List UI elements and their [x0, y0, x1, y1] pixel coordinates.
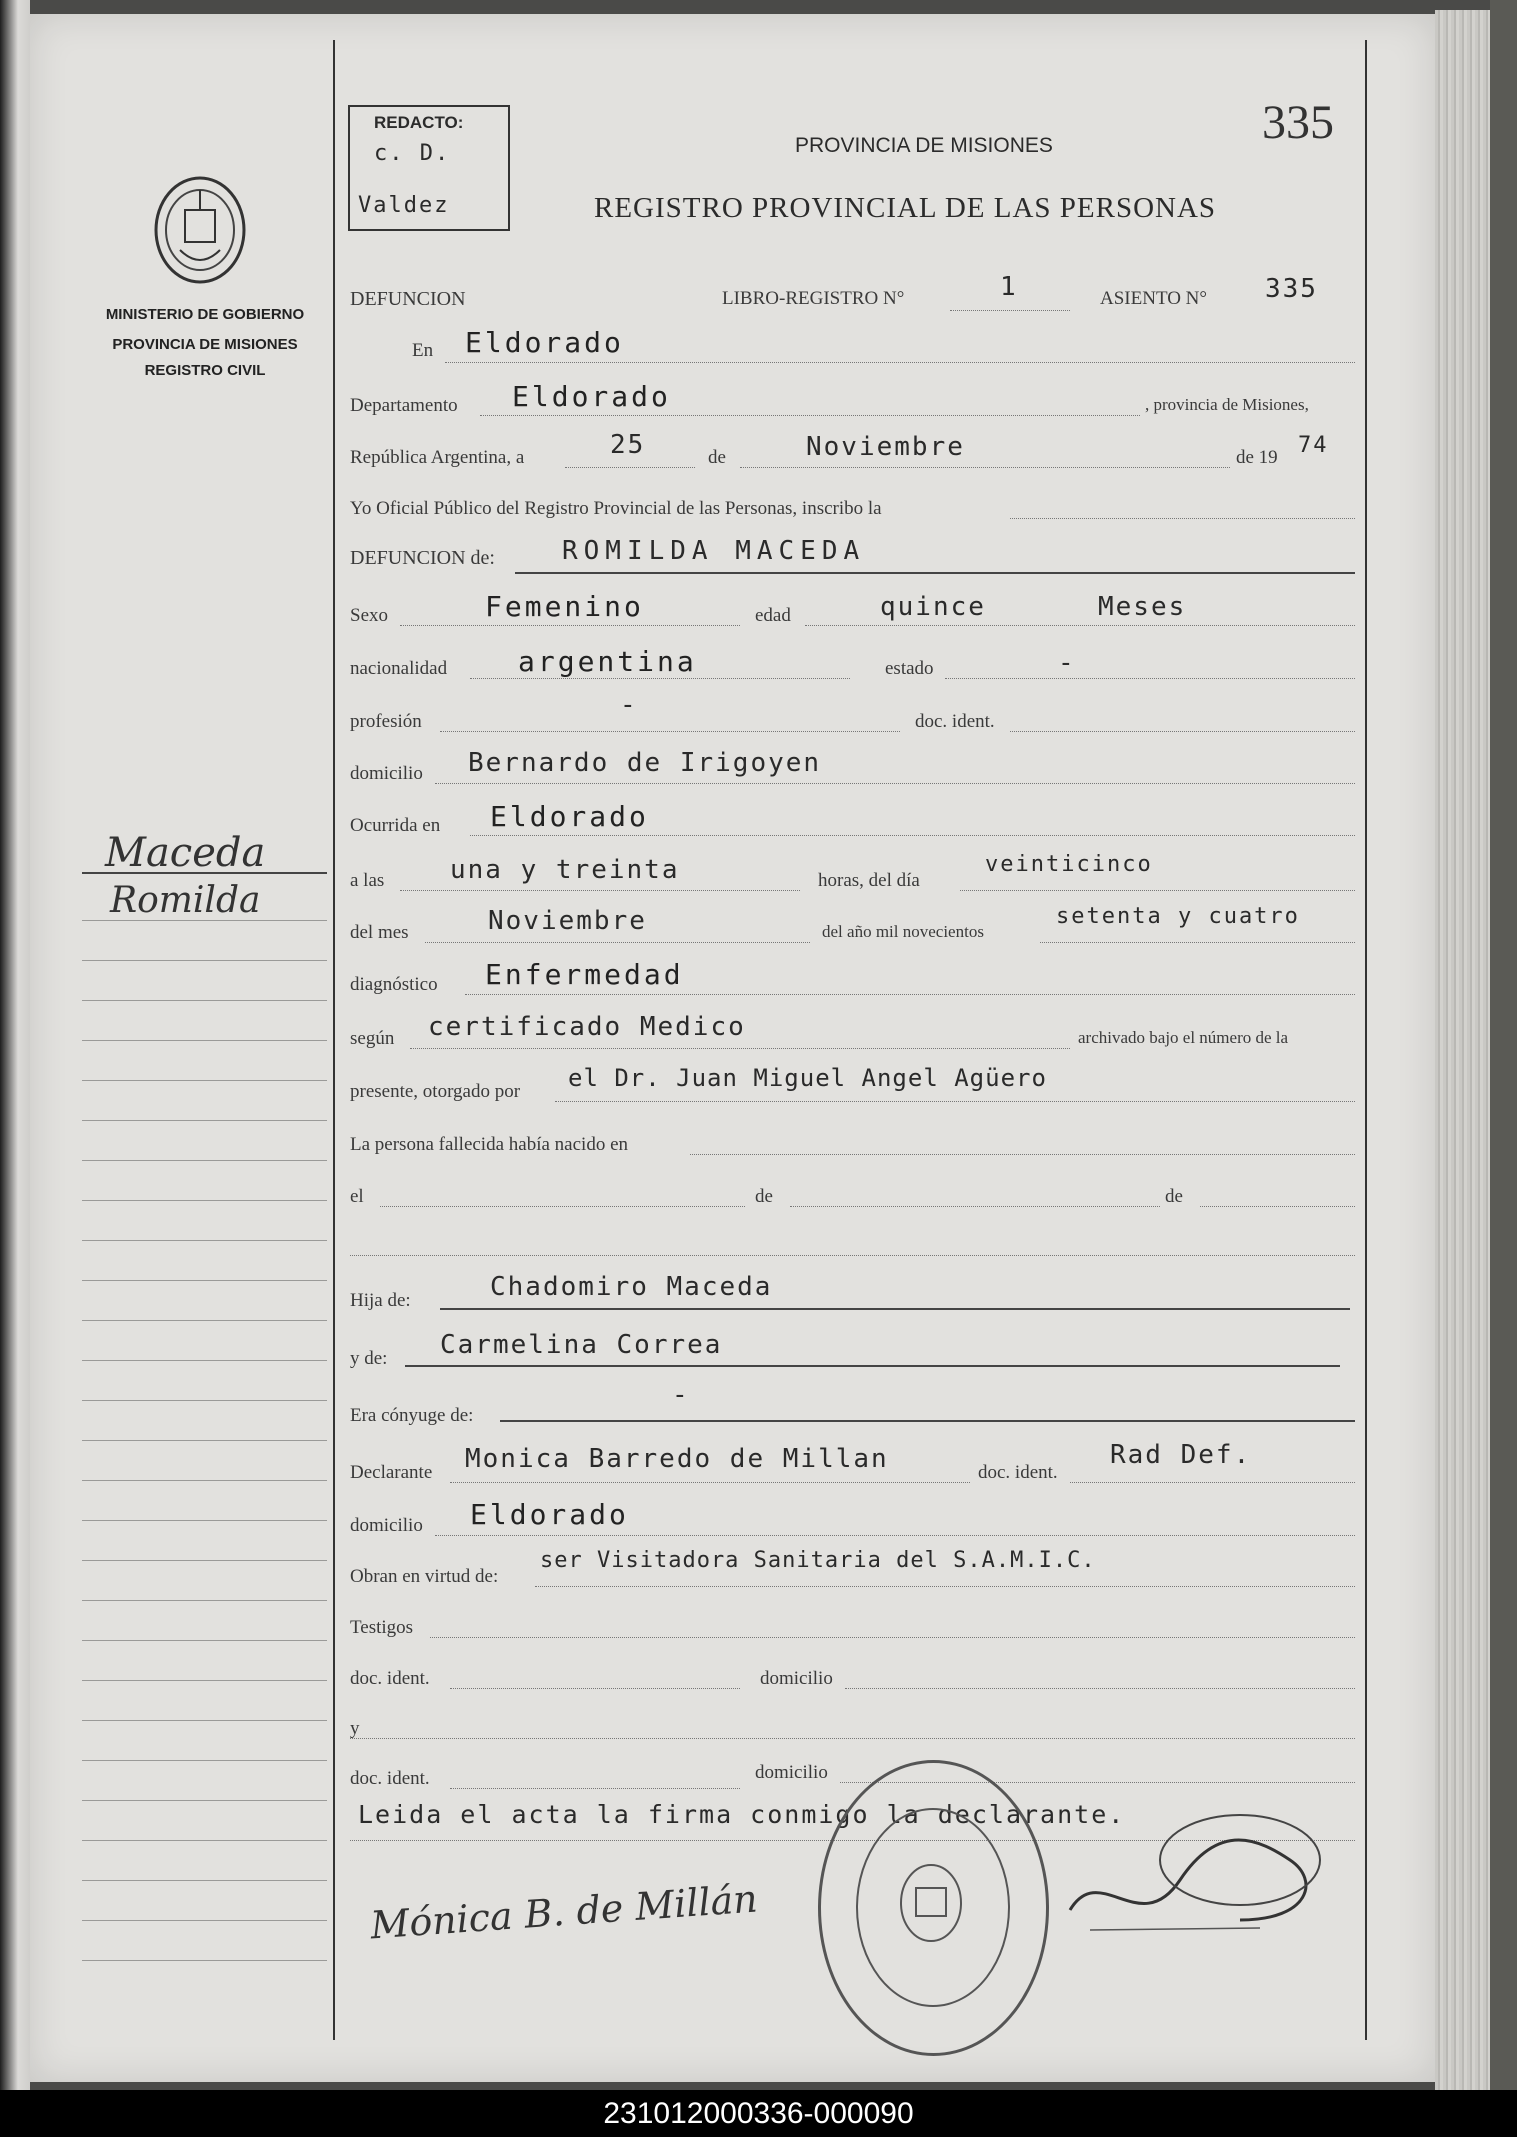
- a-las-line: [400, 890, 800, 891]
- doc-ident3-line: [450, 1788, 740, 1789]
- en-label: En: [412, 340, 434, 361]
- dia-line: [565, 467, 695, 468]
- blank-line: [350, 1255, 1355, 1256]
- del-mes-label: del mes: [350, 922, 409, 943]
- declarante-doc-label: doc. ident.: [978, 1462, 1058, 1483]
- segun-line: [410, 1048, 1070, 1049]
- defuncion-de-value: ROMILDA MACEDA: [562, 536, 866, 566]
- archivado-label: archivado bajo el número de la: [1078, 1028, 1289, 1047]
- yo-oficial-line: [1010, 518, 1355, 519]
- el-label: el: [350, 1186, 364, 1207]
- de3-line: [1200, 1206, 1355, 1207]
- departamento-label: Departamento: [350, 395, 458, 416]
- page-title: REGISTRO PROVINCIAL DE LAS PERSONAS: [594, 192, 1217, 224]
- declarante-doc-value: Rad Def.: [1110, 1440, 1252, 1470]
- nacionalidad-value: argentina: [518, 645, 697, 678]
- conyuge-value: -: [672, 1380, 690, 1410]
- y-de-value: Carmelina Correa: [440, 1330, 723, 1360]
- edad-line: [805, 625, 1355, 626]
- yo-oficial-label: Yo Oficial Público del Registro Provincial de las Personas, inscribo la: [350, 498, 882, 519]
- registro-civil-heading: REGISTRO CIVIL: [144, 362, 266, 379]
- margin-note-name: Romilda: [110, 880, 261, 921]
- hija-value: Chadomiro Maceda: [490, 1272, 773, 1302]
- defuncion-de-line: [515, 572, 1355, 574]
- profesion-label: profesión: [350, 711, 422, 732]
- archive-id-footer: 231012000336-000090: [0, 2090, 1517, 2137]
- en-value: Eldorado: [465, 326, 624, 359]
- presente-label: presente, otorgado por: [350, 1081, 521, 1102]
- domicilio3-label: domicilio: [760, 1668, 833, 1689]
- diagnostico-line: [465, 994, 1355, 995]
- a-las-value: una y treinta: [450, 855, 680, 885]
- ministerio-heading: MINISTERIO DE GOBIERNO: [105, 306, 305, 323]
- conyuge-label: Era cónyuge de:: [350, 1405, 474, 1426]
- asiento-value: 335: [1265, 274, 1318, 304]
- doc-ident3-label: doc. ident.: [350, 1768, 430, 1789]
- official-signature-icon: [1060, 1800, 1330, 1960]
- redacto-name: Valdez: [358, 193, 450, 218]
- departamento-value: Eldorado: [512, 380, 671, 413]
- ocurrida-line: [470, 835, 1355, 836]
- domicilio4-label: domicilio: [755, 1762, 828, 1783]
- horas-line: [960, 890, 1355, 891]
- ocurrida-label: Ocurrida en: [350, 815, 441, 836]
- closing-text: Leida el acta la firma conmigo la declarante.: [358, 1800, 1126, 1829]
- nacionalidad-label: nacionalidad: [350, 658, 448, 679]
- obran-label: Obran en virtud de:: [350, 1566, 499, 1587]
- ocurrida-value: Eldorado: [490, 800, 649, 833]
- de-mes-label: de: [708, 447, 726, 468]
- header-provincia: PROVINCIA DE MISIONES: [795, 134, 1053, 157]
- libro-line: [950, 310, 1070, 311]
- domicilio-line: [435, 783, 1355, 784]
- profesion-value: -: [620, 690, 638, 720]
- declarante-doc-line: [1070, 1482, 1355, 1483]
- republica-label: República Argentina, a: [350, 447, 525, 468]
- de2-line: [790, 1206, 1160, 1207]
- redacto-initials: c. D.: [374, 141, 451, 166]
- de2-label: de: [755, 1186, 773, 1207]
- a-las-label: a las: [350, 870, 385, 891]
- book-cover-edge: [1490, 0, 1517, 2090]
- del-anio-line: [1040, 942, 1355, 943]
- libro-value: 1: [1000, 272, 1018, 302]
- horas-value: veinticinco: [985, 852, 1153, 877]
- mes-value: Noviembre: [806, 432, 965, 462]
- book-left-edge: [0, 0, 30, 2090]
- domicilio2-value: Eldorado: [470, 1498, 629, 1531]
- edad-unit: Meses: [1098, 592, 1187, 622]
- doc-ident-line: [1010, 731, 1355, 732]
- libro-label: LIBRO-REGISTRO N°: [722, 288, 905, 309]
- redacto-label: REDACTO:: [374, 113, 464, 132]
- sexo-label: Sexo: [350, 605, 388, 626]
- sexo-line: [400, 625, 740, 626]
- domicilio2-line: [435, 1535, 1355, 1536]
- presente-line: [555, 1101, 1355, 1102]
- diagnostico-value: Enfermedad: [485, 958, 684, 991]
- official-seal: [818, 1760, 1049, 2056]
- doc-ident2-label: doc. ident.: [350, 1668, 430, 1689]
- estado-label: estado: [885, 658, 934, 679]
- del-anio-value: setenta y cuatro: [1056, 904, 1300, 929]
- obran-line: [535, 1586, 1355, 1587]
- provincia-heading: PROVINCIA DE MISIONES: [112, 336, 298, 353]
- diagnostico-label: diagnóstico: [350, 974, 438, 995]
- declarante-line: [450, 1482, 970, 1483]
- edad-value: quince: [880, 592, 986, 622]
- nacido-line: [690, 1154, 1355, 1155]
- horas-label: horas, del día: [818, 870, 920, 891]
- mes-line: [740, 467, 1230, 468]
- y-de-line: [405, 1365, 1340, 1367]
- nacionalidad-line: [470, 678, 850, 679]
- dia-value: 25: [610, 430, 646, 460]
- domicilio-value: Bernardo de Irigoyen: [468, 748, 822, 778]
- departamento-line: [480, 415, 1140, 416]
- margin-note-surname: Maceda: [105, 830, 266, 876]
- y-label: y: [350, 1718, 360, 1739]
- margin-note-underline: [82, 872, 327, 874]
- del-mes-value: Noviembre: [488, 906, 647, 936]
- del-mes-line: [425, 942, 810, 943]
- y-line: [370, 1738, 1355, 1739]
- obran-value: ser Visitadora Sanitaria del S.A.M.I.C.: [540, 1548, 1096, 1573]
- declarante-signature: Mónica B. de Millán: [368, 1876, 759, 1948]
- doc-ident-label: doc. ident.: [915, 711, 995, 732]
- domicilio-label: domicilio: [350, 763, 423, 784]
- redacto-stamp-box: [348, 105, 510, 231]
- conyuge-line: [500, 1420, 1355, 1422]
- en-line: [445, 362, 1355, 363]
- seal-emblem-icon: [891, 1858, 971, 1948]
- estado-value: -: [1058, 648, 1076, 678]
- estado-line: [945, 678, 1355, 679]
- anio-label: de 19: [1236, 447, 1278, 468]
- asiento-label: ASIENTO N°: [1100, 288, 1207, 309]
- segun-label: según: [350, 1028, 395, 1049]
- sexo-value: Femenino: [485, 590, 644, 623]
- edad-label: edad: [755, 605, 791, 626]
- doc-ident2-line: [450, 1688, 740, 1689]
- del-anio-label: del año mil novecientos: [822, 922, 984, 941]
- segun-value: certificado Medico: [428, 1012, 746, 1042]
- folio-number: 335: [1262, 96, 1334, 149]
- declarante-label: Declarante: [350, 1462, 433, 1483]
- testigos-label: Testigos: [350, 1617, 414, 1638]
- coat-of-arms-seal: [150, 170, 250, 288]
- domicilio3-line: [845, 1688, 1355, 1689]
- de3-label: de: [1165, 1186, 1183, 1207]
- hija-label: Hija de:: [350, 1290, 411, 1311]
- defuncion-de-label: DEFUNCION de:: [350, 547, 495, 569]
- presente-value: el Dr. Juan Miguel Angel Agüero: [568, 1064, 1047, 1092]
- right-margin-rule: [1365, 40, 1367, 2040]
- el-line: [380, 1206, 745, 1207]
- profesion-line: [440, 731, 900, 732]
- provincia-misiones-label: , provincia de Misiones,: [1145, 395, 1309, 414]
- domicilio2-label: domicilio: [350, 1515, 423, 1536]
- hija-line: [440, 1308, 1350, 1310]
- declarante-value: Monica Barredo de Millan: [465, 1444, 889, 1474]
- anio-value: 74: [1298, 433, 1329, 458]
- testigos-line: [430, 1637, 1355, 1638]
- defuncion-label: DEFUNCION: [350, 288, 466, 310]
- y-de-label: y de:: [350, 1348, 388, 1369]
- nacido-label: La persona fallecida había nacido en: [350, 1134, 628, 1155]
